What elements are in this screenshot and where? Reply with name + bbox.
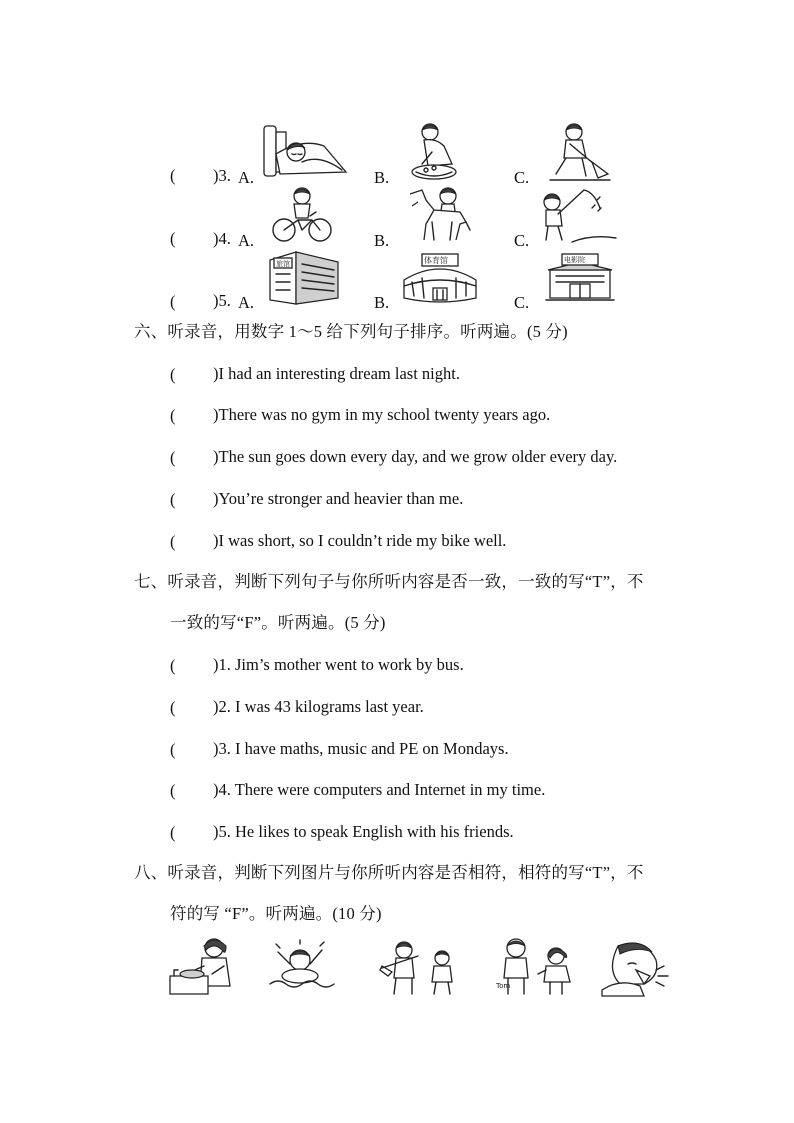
hotel-building-icon <box>266 250 342 306</box>
option-a-label: A. <box>238 293 255 312</box>
riding-bike-icon <box>272 186 332 244</box>
sentence-item: )You’re stronger and heavier than me. <box>213 489 464 508</box>
sentence-item: )5. He likes to speak English with his friends. <box>213 822 514 841</box>
answer-paren[interactable]: ( <box>170 406 176 425</box>
cinema-building-icon <box>544 252 616 304</box>
gym-building-icon <box>400 250 480 306</box>
question-number: )4. <box>213 229 231 248</box>
fishing-icon <box>538 188 618 246</box>
answer-paren[interactable]: ( <box>170 229 176 248</box>
section-eight-heading-line1: 八、听录音，判断下列图片与你所听内容是否相符，相符的写“T”，不 <box>134 863 644 882</box>
option-b-label: B. <box>374 168 390 187</box>
option-c-label: C. <box>514 168 530 187</box>
section-seven-heading-line1: 七、听录音，判断下列句子与你所听内容是否一致，一致的写“T”，不 <box>134 572 644 591</box>
answer-paren[interactable]: ( <box>170 823 176 842</box>
boy-and-girl-talking-icon <box>494 936 576 998</box>
riding-horse-icon <box>404 186 472 244</box>
answer-paren[interactable]: ( <box>170 532 176 551</box>
answer-paren[interactable]: ( <box>170 292 176 311</box>
option-b-label: B. <box>374 231 390 250</box>
gym-sign-text: 体育馆 <box>424 256 448 265</box>
sneezing-man-icon <box>600 940 674 998</box>
sentence-item: )I was short, so I couldn’t ride my bike well. <box>213 531 507 550</box>
cinema-sign-text: 电影院 <box>564 256 585 264</box>
hotel-sign-text: 旅馆 <box>276 260 290 268</box>
answer-paren[interactable]: ( <box>170 781 176 800</box>
sentence-item: )4. There were computers and Internet in my time. <box>213 780 546 799</box>
sleeping-in-bed-icon <box>262 124 352 180</box>
sentence-item: )The sun goes down every day, and we grow older every day. <box>213 447 618 466</box>
sentence-item: )3. I have maths, music and PE on Mondays. <box>213 739 509 758</box>
option-b-label: B. <box>374 293 390 312</box>
sweeping-floor-icon <box>546 122 612 182</box>
answer-paren[interactable]: ( <box>170 490 176 509</box>
option-a-label: A. <box>238 231 255 250</box>
option-a-label: A. <box>238 168 255 187</box>
answer-paren[interactable]: ( <box>170 166 176 185</box>
tom-label: Tom <box>496 982 511 990</box>
answer-paren[interactable]: ( <box>170 740 176 759</box>
question-number: )3. <box>213 166 231 185</box>
section-eight-heading-line2: 符的写 “F”。听两遍。(10 分) <box>170 904 382 923</box>
answer-paren[interactable]: ( <box>170 656 176 675</box>
section-seven-heading-line2: 一致的写“F”。听两遍。(5 分) <box>170 613 386 632</box>
answer-paren[interactable]: ( <box>170 698 176 717</box>
answer-paren[interactable]: ( <box>170 448 176 467</box>
swimming-child-icon <box>266 938 336 996</box>
answer-paren[interactable]: ( <box>170 365 176 384</box>
section-six-heading: 六、听录音，用数字 1～5 给下列句子排序。听两遍。(5 分) <box>134 322 568 341</box>
sentence-item: )1. Jim’s mother went to work by bus. <box>213 655 464 674</box>
washing-clothes-icon <box>408 122 464 184</box>
sentence-item: )There was no gym in my school twenty years ago. <box>213 405 551 424</box>
option-c-label: C. <box>514 231 530 250</box>
option-c-label: C. <box>514 293 530 312</box>
sentence-item: )I had an interesting dream last night. <box>213 364 460 383</box>
sentence-item: )2. I was 43 kilograms last year. <box>213 697 424 716</box>
question-number: )5. <box>213 291 231 310</box>
cooking-woman-icon <box>168 936 240 998</box>
playing-violin-icon <box>378 938 460 998</box>
